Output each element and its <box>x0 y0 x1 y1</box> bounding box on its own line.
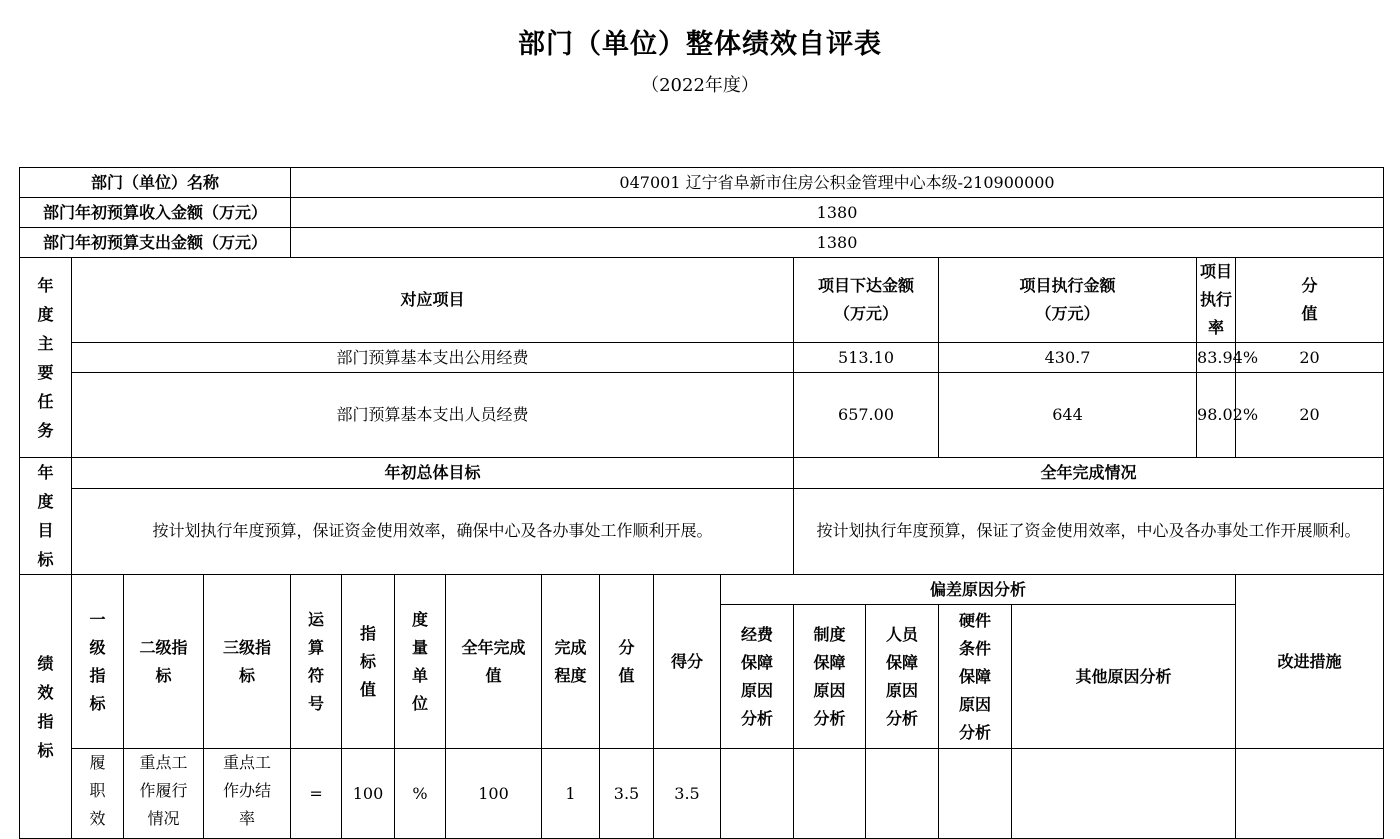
task-weight: 20 <box>1236 373 1384 458</box>
indicator-improvement <box>1236 749 1384 839</box>
actual-header: 全年完成值 <box>446 575 542 749</box>
score-header: 得分 <box>654 575 721 749</box>
indicator-degree: 1 <box>542 749 600 839</box>
expense-label: 部门年初预算支出金额（万元） <box>20 228 291 258</box>
task-row <box>20 373 1384 458</box>
goals-section-label: 年度目标 <box>20 458 72 575</box>
dept-name-row <box>20 168 1384 198</box>
level3-header: 三级指标 <box>204 575 291 749</box>
degree-header: 完成程度 <box>542 575 600 749</box>
expense-row <box>20 228 1384 258</box>
operator-header: 运算符号 <box>291 575 342 749</box>
goals-initial-text: 按计划执行年度预算，保证资金使用效率，确保中心及各办事处工作顺利开展。 <box>72 488 794 574</box>
goals-completion-text: 按计划执行年度预算，保证了资金使用效率，中心及各办事处工作开展顺利。 <box>794 488 1384 574</box>
evaluation-table <box>19 167 1384 839</box>
hardware-header: 硬件条件保障原因分析 <box>939 605 1012 749</box>
indicator-operator: = <box>291 749 342 839</box>
page-subtitle: （2022年度） <box>641 75 759 96</box>
task-weight: 20 <box>1236 343 1384 373</box>
task-row <box>20 343 1384 373</box>
deviation-header: 偏差原因分析 <box>721 575 1236 605</box>
indicator-other <box>1012 749 1236 839</box>
task-rate: 98.02% <box>1197 373 1236 458</box>
indicators-section-label: 绩效指标 <box>20 575 72 839</box>
goals-content-row <box>20 488 1384 574</box>
personnel-header: 人员保障原因分析 <box>866 605 939 749</box>
income-value: 1380 <box>291 198 1384 228</box>
indicator-personnel <box>866 749 939 839</box>
tasks-project-header: 对应项目 <box>72 258 794 343</box>
system-header: 制度保障原因分析 <box>794 605 866 749</box>
indicator-level3: 重点工作办结率 <box>204 749 291 839</box>
indicator-row <box>20 749 1384 839</box>
goals-initial-header: 年初总体目标 <box>72 458 794 489</box>
indicator-weight: 3.5 <box>600 749 654 839</box>
income-row <box>20 198 1384 228</box>
other-header: 其他原因分析 <box>1012 605 1236 749</box>
funding-header: 经费保障原因分析 <box>721 605 794 749</box>
level1-header: 一级指标 <box>72 575 124 749</box>
indicator-unit: % <box>395 749 446 839</box>
page-title: 部门（单位）整体绩效自评表 <box>518 29 882 60</box>
task-executed: 430.7 <box>939 343 1197 373</box>
tasks-header-row <box>20 258 1384 343</box>
improvement-header: 改进措施 <box>1236 575 1384 749</box>
indicator-score: 3.5 <box>654 749 721 839</box>
task-issued: 513.10 <box>794 343 939 373</box>
income-label: 部门年初预算收入金额（万元） <box>20 198 291 228</box>
goals-header-row <box>20 458 1384 489</box>
tasks-executed-header: 项目执行金额（万元） <box>939 258 1197 343</box>
indicators-header-row <box>20 575 1384 605</box>
goals-completion-header: 全年完成情况 <box>794 458 1384 489</box>
task-project: 部门预算基本支出公用经费 <box>72 343 794 373</box>
tasks-issued-header: 项目下达金额（万元） <box>794 258 939 343</box>
tasks-section-label: 年度主要任务 <box>20 258 72 458</box>
indicator-actual: 100 <box>446 749 542 839</box>
dept-name-label: 部门（单位）名称 <box>20 168 291 198</box>
weight-header: 分值 <box>600 575 654 749</box>
task-project: 部门预算基本支出人员经费 <box>72 373 794 458</box>
indicator-level2: 重点工作履行情况 <box>124 749 204 839</box>
task-issued: 657.00 <box>794 373 939 458</box>
task-executed: 644 <box>939 373 1197 458</box>
tasks-weight-header: 分值 <box>1236 258 1384 343</box>
indicator-system <box>794 749 866 839</box>
dept-name-value: 047001 辽宁省阜新市住房公积金管理中心本级-210900000 <box>291 168 1384 198</box>
indicator-hardware <box>939 749 1012 839</box>
unit-header: 度量单位 <box>395 575 446 749</box>
expense-value: 1380 <box>291 228 1384 258</box>
indicator-target: 100 <box>342 749 395 839</box>
indicator-funding <box>721 749 794 839</box>
tasks-rate-header: 项目执行率 <box>1197 258 1236 343</box>
task-rate: 83.94% <box>1197 343 1236 373</box>
indicator-level1: 履职效 <box>72 749 124 839</box>
level2-header: 二级指标 <box>124 575 204 749</box>
target-header: 指标值 <box>342 575 395 749</box>
